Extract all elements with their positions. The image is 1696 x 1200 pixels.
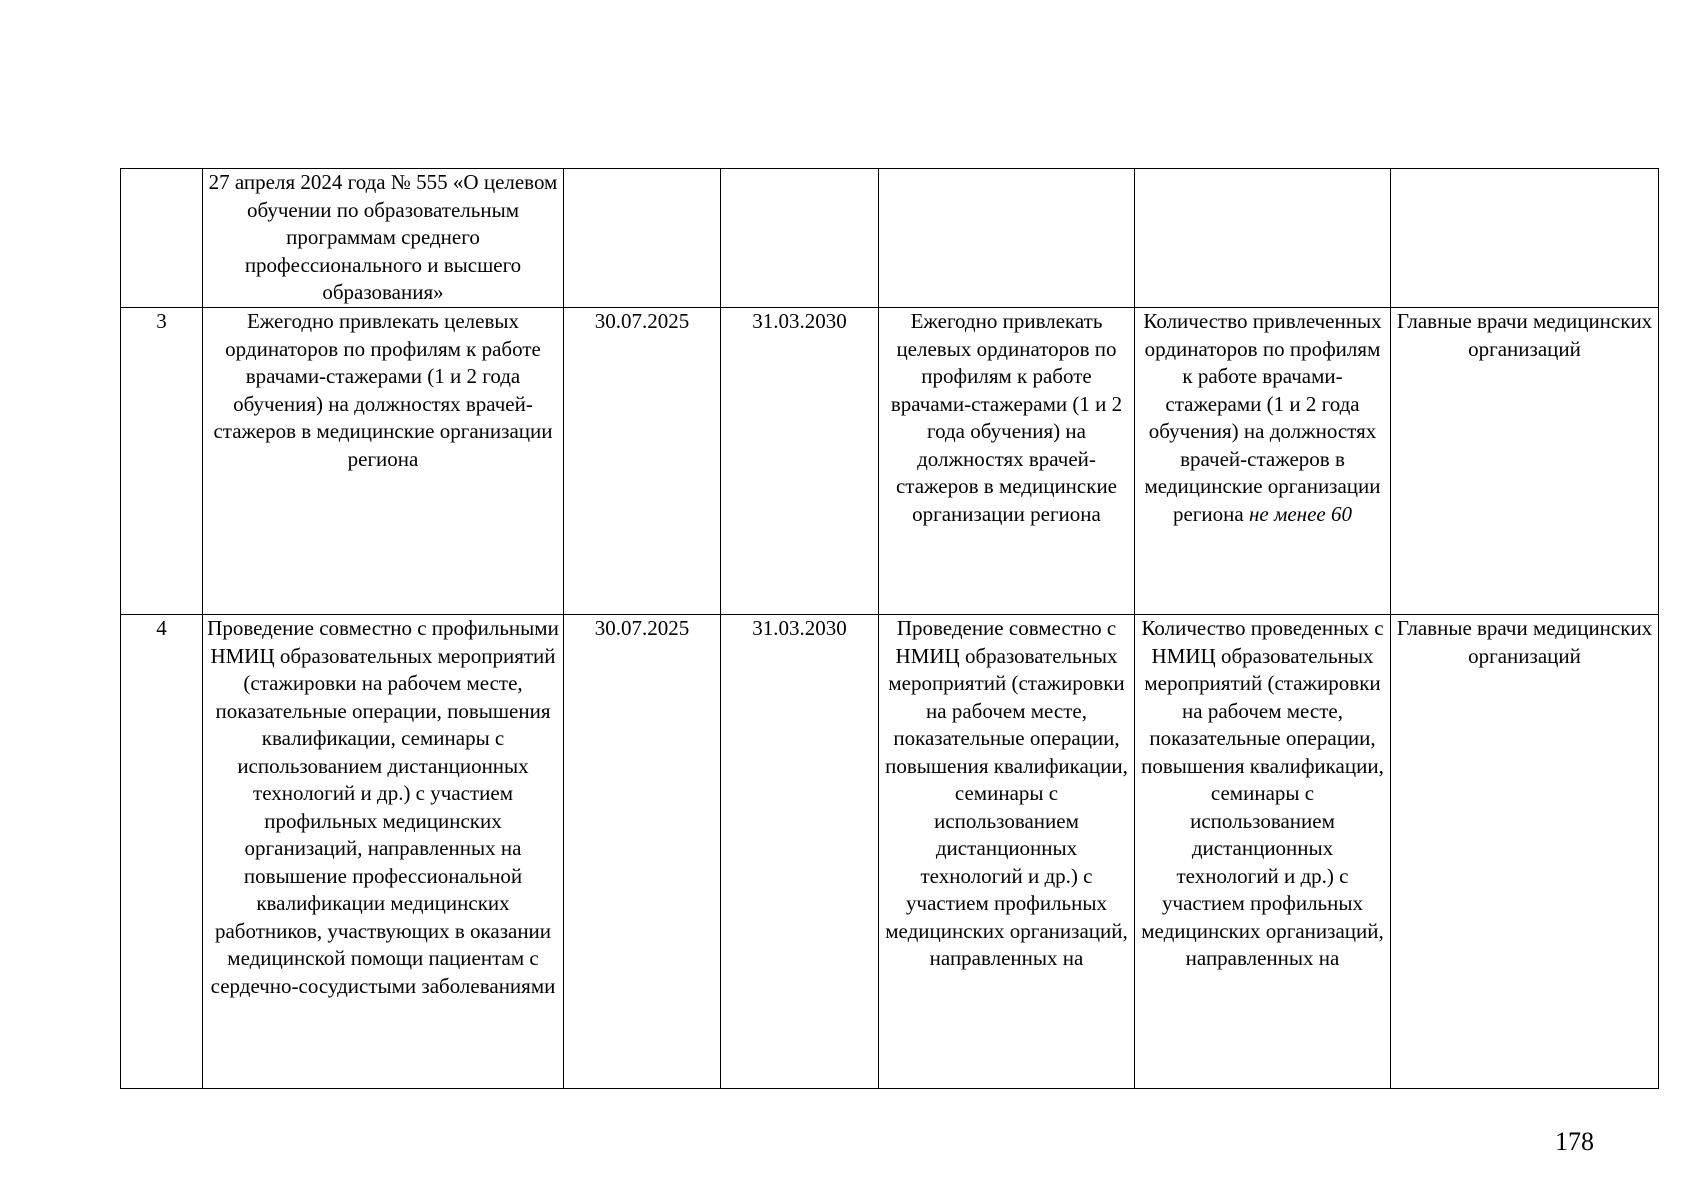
indicator-cell: [1135, 169, 1391, 308]
event-cell: Ежегодно привлекать целевых ординаторов по профилям к работе врачами-стажерами (1 и 2 года обучения) на должностях врачей-стажеров в медицинские организации региона: [203, 308, 564, 615]
table-row: [121, 169, 1659, 308]
result-cell: Проведение совместно с НМИЦ образовательных мероприятий (стажировки на рабочем месте, показательные операции, повышения квалификации, семинары с использованием дистанционных технологий и др.) с участием профильных медицинских организаций, направленных на: [879, 615, 1135, 1089]
table-row: [121, 308, 1659, 615]
responsible-cell: Главные врачи медицинских организаций: [1391, 308, 1659, 615]
end-date-cell: 31.03.2030: [721, 615, 879, 1089]
indicator-value: не менее 60: [1248, 501, 1352, 526]
indicator-cell: [1135, 615, 1391, 1089]
start-date-cell: [564, 169, 721, 308]
event-cell: Проведение совместно с профильными НМИЦ образовательных мероприятий (стажировки на рабочем месте, показательные операции, повышения квалификации, семинары с использованием дистанционных технологий и др.) с участием профильных медицинских организаций, направленных на повышение профессиональной квалификации медицинских работников, участвующих в оказании медицинской помощи пациентам с сердечно-сосудистыми заболеваниями: [203, 615, 564, 1089]
responsible-cell: Главные врачи медицинских организаций: [1391, 615, 1659, 1089]
responsible-cell: [1391, 169, 1659, 308]
end-date-cell: 31.03.2030: [721, 308, 879, 615]
row-number-cell: 3: [121, 308, 203, 615]
indicator-text: Количество проведенных с НМИЦ образовательных мероприятий (стажировки на рабочем месте, показательные операции, повышения квалификации, семинары с использованием дистанционных технологий и др.) с участием профильных медицинских организаций, направленных на: [1141, 616, 1384, 970]
event-cell: 27 апреля 2024 года № 555 «О целевом обучении по образовательным программам среднего профессионального и высшего образования»: [203, 169, 564, 308]
indicator-cell: [1135, 308, 1391, 615]
end-date-cell: [721, 169, 879, 308]
result-cell: Ежегодно привлекать целевых ординаторов по профилям к работе врачами-стажерами (1 и 2 года обучения) на должностях врачей-стажеров в медицинские организации региона: [879, 308, 1135, 615]
row-number-cell: [121, 169, 203, 308]
plan-table: [120, 168, 1659, 1089]
start-date-cell: 30.07.2025: [564, 615, 721, 1089]
row-number-cell: 4: [121, 615, 203, 1089]
result-cell: [879, 169, 1135, 308]
indicator-text: Количество привлеченных ординаторов по профилям к работе врачами-стажерами (1 и 2 года обучения) на должностях врачей-стажеров в медицинские организации региона: [1143, 309, 1382, 526]
page-number: 178: [1555, 1127, 1594, 1156]
start-date-cell: 30.07.2025: [564, 308, 721, 615]
table-row: [121, 615, 1659, 1089]
